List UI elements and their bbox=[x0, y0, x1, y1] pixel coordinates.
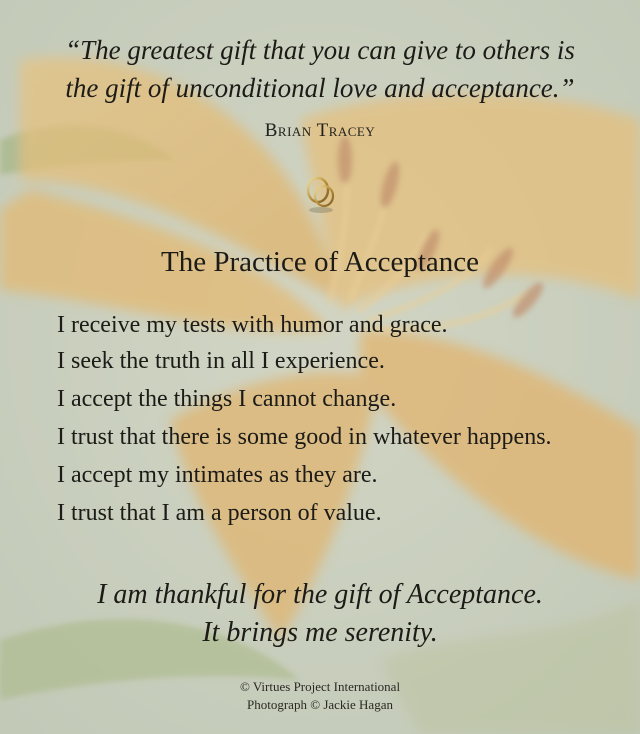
photo-credit: Photograph © Jackie Hagan bbox=[247, 697, 393, 712]
quote-line-2: the gift of unconditional love and acceptance.” bbox=[65, 73, 575, 103]
affirmation-line: I seek the truth in all I experience. bbox=[57, 348, 385, 374]
affirmation-line: I receive my tests with humor and grace. bbox=[57, 312, 448, 338]
interlocking-rings-icon bbox=[303, 173, 339, 215]
affirmation-line: I trust that there is some good in whatever happens. bbox=[57, 424, 552, 450]
closing-line-2: It brings me serenity. bbox=[202, 617, 438, 648]
quote-author: Brian Tracey bbox=[264, 120, 376, 141]
closing-line-1: I am thankful for the gift of Acceptance. bbox=[97, 579, 543, 610]
page-title: The Practice of Acceptance bbox=[160, 246, 479, 278]
affirmation-line: I accept my intimates as they are. bbox=[57, 462, 378, 488]
affirmation-line: I accept the things I cannot change. bbox=[57, 386, 397, 412]
affirmation-line: I trust that I am a person of value. bbox=[57, 500, 382, 526]
copyright-credit: © Virtues Project International bbox=[239, 679, 401, 694]
quote-line-1: “The greatest gift that you can give to others is bbox=[65, 35, 575, 65]
